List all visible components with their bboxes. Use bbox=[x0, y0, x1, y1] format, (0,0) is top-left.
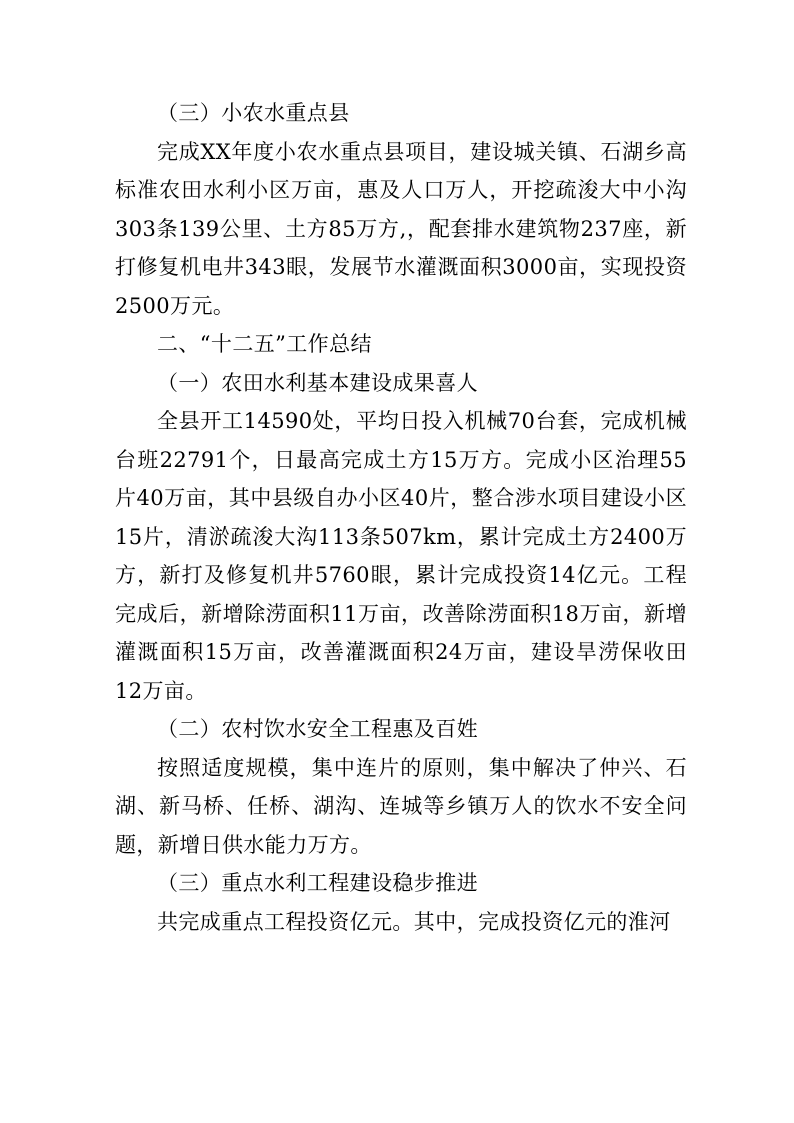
paragraph-drinking-water: 按照适度规模，集中连片的原则，集中解决了仲兴、石湖、新马桥、任桥、湖沟、连城等乡镇万人的饮水不安全问题，新增日供水能力万方。 bbox=[115, 755, 687, 857]
section-heading-drinking-water: （二）农村饮水安全工程惠及百姓 bbox=[157, 717, 478, 741]
paragraph-farmland-results: 全县开工14590处，平均日投入机械70台套，完成机械台班22791个，日最高完成土方15万方。完成小区治理55片40万亩，其中县级自办小区40片，整合涉水项目建设小区15片，清淤疏浚大沟113条507km，累计完成土方2400万方，新打及修复机井5760眼，累计完成投资14亿元。工程完成后，新增除涝面积11万亩，改善除涝面积18万亩，新增灌溉面积15万亩，改善灌溉面积24万亩，建设旱涝保收田12万亩。 bbox=[115, 409, 687, 703]
section-heading-farmland-results: （一）农田水利基本建设成果喜人 bbox=[157, 370, 478, 395]
paragraph-small-water-county: 完成XX年度小农水重点县项目，建设城关镇、石湖乡高标准农田水利小区万亩，惠及人口万人，开挖疏浚大中小沟303条139公里、土方85万方,，配套排水建筑物237座，新打修复机电井343眼，发展节水灌溉面积3000亩，实现投资2500万元。 bbox=[115, 139, 687, 318]
document-body bbox=[115, 94, 687, 941]
section-heading-work-summary: 二、“十二五”工作总结 bbox=[157, 332, 372, 356]
paragraph-key-projects: 共完成重点工程投资亿元。其中，完成投资亿元的淮河 bbox=[157, 909, 671, 934]
section-heading-key-projects: （三）重点水利工程建设稳步推进 bbox=[157, 871, 478, 895]
section-heading-small-water-county: （三）小农水重点县 bbox=[157, 101, 350, 125]
